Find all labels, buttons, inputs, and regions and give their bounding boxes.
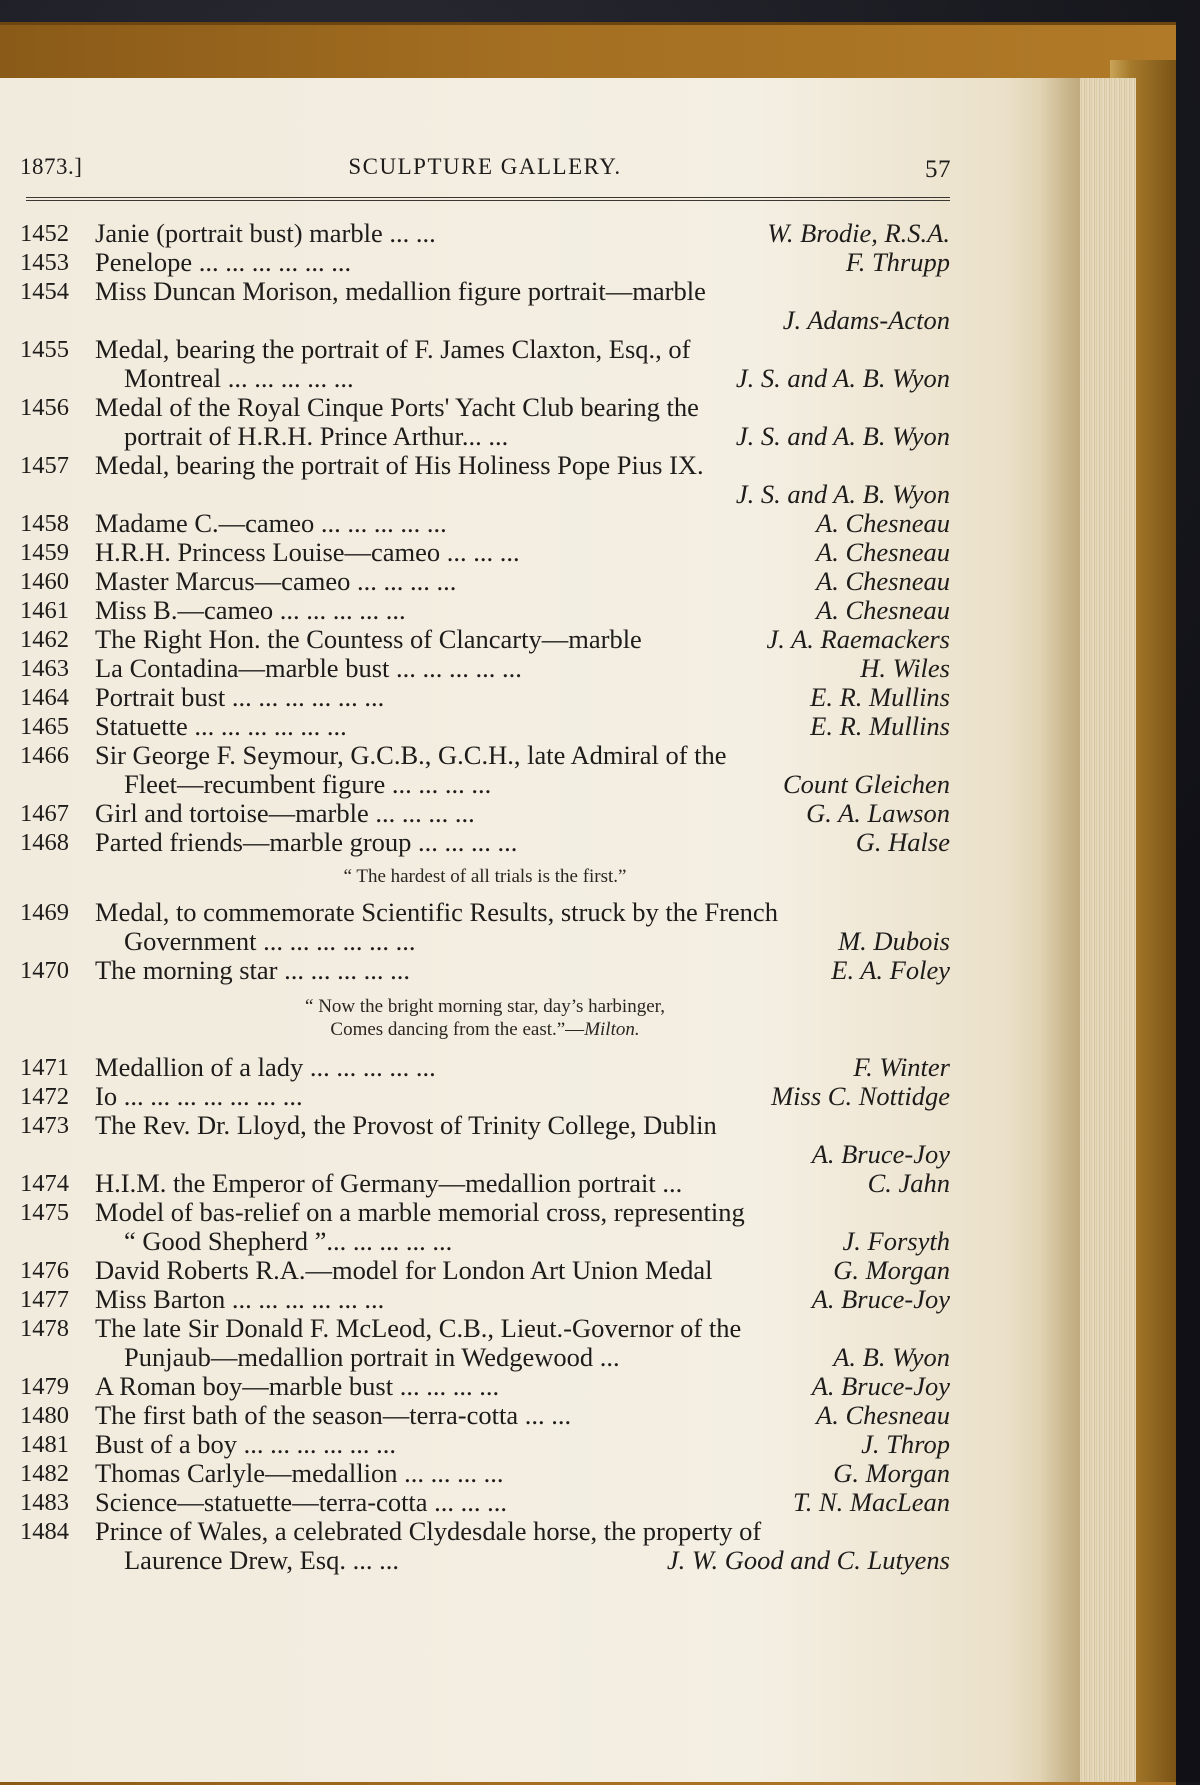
catalogue-entry [20,683,950,712]
entry-description: Medal, to commemorate Scientific Results, struck by the French [95,897,778,927]
entry-line [20,538,950,567]
entry-artist: G. A. Lawson [806,798,950,828]
entry-line [20,1430,950,1459]
entry-number: 1452 [20,220,69,247]
entry-line [20,1256,950,1285]
entry-description: H.R.H. Princess Louise—cameo ... ... ... [95,537,520,567]
entry-line [20,509,950,538]
entry-description: Science—statuette—terra-cotta ... ... ... [95,1487,508,1517]
entry-line [20,898,950,927]
catalogue-entry [20,1517,950,1575]
entry-description: Medal, bearing the portrait of His Holiness Pope Pius IX. [95,450,704,480]
catalogue-entry [20,277,950,335]
entry-artist: Miss C. Nottidge [771,1081,950,1111]
entry-line [20,1517,950,1546]
entry-line [20,277,950,306]
entry-description: Miss Duncan Morison, medallion figure portrait—marble [95,276,706,306]
entry-line [20,1111,950,1140]
catalogue-entry [20,451,950,509]
catalogue-entry [20,1198,950,1256]
entry-line [20,625,950,654]
entry-line [20,480,950,509]
catalogue-entry [20,1430,950,1459]
entry-description: H.I.M. the Emperor of Germany—medallion portrait ... [95,1168,683,1198]
entry-line [20,1285,950,1314]
entry-artist: J. Adams-Acton [782,305,950,335]
catalogue-entry [20,509,950,538]
entry-artist: E. R. Mullins [810,711,950,741]
entry-number: 1484 [20,1518,69,1545]
entry-number: 1464 [20,684,69,711]
entry-line [20,1546,950,1575]
entry-description: Miss B.—cameo ... ... ... ... ... [95,595,406,625]
entry-number: 1478 [20,1315,69,1342]
entry-artist: G. Morgan [833,1458,950,1488]
entry-line [20,1053,950,1082]
entry-line [20,1169,950,1198]
entry-description: “ Good Shepherd ”... ... ... ... ... [124,1226,453,1256]
catalogue-entry [20,1053,950,1082]
entry-description: Penelope ... ... ... ... ... ... [95,247,352,277]
entry-description: The Rev. Dr. Lloyd, the Provost of Trinity College, Dublin [95,1110,717,1140]
catalogue-entry [20,828,950,857]
entry-artist: J. S. and A. B. Wyon [735,479,950,509]
catalogue-entry [20,799,950,828]
catalogue-entry [20,596,950,625]
entry-artist: J. Throp [861,1429,950,1459]
entry-line [20,1488,950,1517]
entry-number: 1463 [20,655,69,682]
entry-number: 1458 [20,510,69,537]
entry-artist: A. Chesneau [816,537,950,567]
entry-description: Fleet—recumbent figure ... ... ... ... [124,769,492,799]
catalogue-entry [20,1082,950,1111]
entry-description: The first bath of the season—terra-cotta ... ... [95,1400,572,1430]
entry-line [20,393,950,422]
entry-description: Io ... ... ... ... ... ... ... [95,1081,303,1111]
catalogue-list [20,219,950,1575]
catalogue-entry [20,567,950,596]
entry-description: A Roman boy—marble bust ... ... ... ... [95,1371,500,1401]
entry-number: 1454 [20,278,69,305]
epigraph-quote: “ The hardest of all trials is the first.” [343,866,627,887]
entry-description: Bust of a boy ... ... ... ... ... ... [95,1429,397,1459]
entry-artist: A. B. Wyon [833,1342,950,1372]
entry-artist: F. Thrupp [845,247,950,277]
entry-artist: T. N. MacLean [792,1487,950,1517]
entry-description: La Contadina—marble bust ... ... ... ... ... [95,653,522,683]
entry-number: 1481 [20,1431,69,1458]
entry-number: 1457 [20,452,69,479]
catalogue-entry [20,625,950,654]
catalogue-entry [20,1169,950,1198]
entry-line [20,306,950,335]
quote-line [20,1018,950,1041]
catalogue-entry [20,393,950,451]
entry-number: 1483 [20,1489,69,1516]
entry-number: 1453 [20,249,69,276]
entry-line [20,1198,950,1227]
entry-line [20,1343,950,1372]
entry-description: The Right Hon. the Countess of Clancarty—marble [95,624,642,654]
entry-line [20,1314,950,1343]
header-year: 1873.] [20,154,83,179]
entry-number: 1477 [20,1286,69,1313]
running-header [20,140,950,184]
catalogue-entry [20,1488,950,1517]
entry-number: 1480 [20,1402,69,1429]
catalogue-entry [20,1459,950,1488]
entry-description: The late Sir Donald F. McLeod, C.B., Lieut.-Governor of the [95,1313,742,1343]
entry-number: 1471 [20,1054,69,1081]
entry-description: Laurence Drew, Esq. ... ... [124,1545,399,1575]
entry-number: 1468 [20,829,69,856]
entry-line [20,567,950,596]
catalogue-entry [20,1256,950,1285]
entry-line [20,654,950,683]
entry-line [20,364,950,393]
entry-number: 1473 [20,1112,69,1139]
page-number: 57 [925,156,951,183]
entry-number: 1461 [20,597,69,624]
entry-number: 1466 [20,742,69,769]
entry-line [20,1372,950,1401]
catalogue-entry [20,741,950,799]
header-title: SCULPTURE GALLERY. [348,154,622,179]
entry-number: 1459 [20,539,69,566]
entry-line [20,1459,950,1488]
entry-line [20,596,950,625]
entry-number: 1469 [20,899,69,926]
entry-line [20,422,950,451]
entry-description: Master Marcus—cameo ... ... ... ... [95,566,457,596]
entry-description: Model of bas-relief on a marble memorial cross, representing [95,1197,745,1227]
entry-line [20,1140,950,1169]
entry-description: Girl and tortoise—marble ... ... ... ... [95,798,475,828]
catalogue-entry [20,1285,950,1314]
entry-description: Portrait bust ... ... ... ... ... ... [95,682,385,712]
entry-description: Miss Barton ... ... ... ... ... ... [95,1284,385,1314]
entry-line [20,799,950,828]
entry-description: portrait of H.R.H. Prince Arthur... ... [124,421,509,451]
quote-author: Milton. [584,1019,640,1040]
entry-artist: J. W. Good and C. Lutyens [666,1545,950,1575]
catalogue-entry [20,654,950,683]
entry-number: 1479 [20,1373,69,1400]
entry-line [20,741,950,770]
entry-artist: A. Chesneau [816,1400,950,1430]
entry-description: Medal, bearing the portrait of F. James Claxton, Esq., of [95,334,691,364]
entry-number: 1462 [20,626,69,653]
entry-line [20,1227,950,1256]
entry-description: Government ... ... ... ... ... ... [124,926,416,956]
entry-description: Punjaub—medallion portrait in Wedgewood ... [124,1342,620,1372]
entry-number: 1474 [20,1170,69,1197]
entry-description: Parted friends—marble group ... ... ... ... [95,827,518,857]
entry-line [20,1082,950,1111]
entry-description: Medal of the Royal Cinque Ports' Yacht Club bearing the [95,392,699,422]
entry-description: Thomas Carlyle—medallion ... ... ... ... [95,1458,504,1488]
entry-artist: A. Chesneau [816,508,950,538]
catalogue-entry [20,248,950,277]
entry-description: The morning star ... ... ... ... ... [95,955,411,985]
entry-line [20,770,950,799]
entry-artist: A. Chesneau [816,566,950,596]
entry-number: 1455 [20,336,69,363]
entry-artist: J. S. and A. B. Wyon [735,421,950,451]
entry-line [20,956,950,985]
entry-line [20,1401,950,1430]
catalogue-entry [20,1111,950,1169]
entry-number: 1465 [20,713,69,740]
entry-description: Montreal ... ... ... ... ... [124,363,354,393]
entry-artist: M. Dubois [838,926,950,956]
catalogue-entry [20,1314,950,1372]
entry-number: 1460 [20,568,69,595]
page-content [20,140,950,1575]
entry-artist: J. Forsyth [842,1226,950,1256]
entry-line [20,683,950,712]
entry-number: 1456 [20,394,69,421]
entry-artist: Count Gleichen [782,769,950,799]
entry-artist: C. Jahn [867,1168,950,1198]
entry-artist: G. Halse [855,827,950,857]
entry-number: 1470 [20,957,69,984]
entry-description: Madame C.—cameo ... ... ... ... ... [95,508,447,538]
catalogue-entry [20,219,950,248]
page-shadow [1040,78,1080,1782]
entry-artist: W. Brodie, R.S.A. [767,218,950,248]
entry-line [20,248,950,277]
entry-artist: G. Morgan [833,1255,950,1285]
entry-artist: E. R. Mullins [810,682,950,712]
entry-line [20,828,950,857]
entry-artist: F. Winter [853,1052,950,1082]
entry-number: 1472 [20,1083,69,1110]
entry-number: 1482 [20,1460,69,1487]
entry-number: 1475 [20,1199,69,1226]
entry-artist: A. Chesneau [816,595,950,625]
entry-description: David Roberts R.A.—model for London Art Union Medal [95,1255,713,1285]
entry-artist: A. Bruce-Joy [811,1284,950,1314]
catalogue-entry [20,956,950,985]
entry-line [20,927,950,956]
entry-artist: E. A. Foley [831,955,950,985]
entry-line [20,451,950,480]
entry-description: Statuette ... ... ... ... ... ... [95,711,347,741]
catalogue-entry [20,712,950,741]
catalogue-entry [20,898,950,956]
entry-line [20,712,950,741]
entry-number: 1467 [20,800,69,827]
catalogue-entry [20,335,950,393]
entry-description: Sir George F. Seymour, G.C.B., G.C.H., late Admiral of the [95,740,727,770]
quote-line: “ Now the bright morning star, day’s harbinger, [305,996,665,1017]
catalogue-entry [20,1372,950,1401]
header-rule [26,197,950,201]
entry-number: 1476 [20,1257,69,1284]
entry-artist: H. Wiles [860,653,950,683]
entry-description: Medallion of a lady ... ... ... ... ... [95,1052,436,1082]
entry-artist: J. S. and A. B. Wyon [735,363,950,393]
catalogue-entry [20,538,950,567]
entry-artist: A. Bruce-Joy [811,1139,950,1169]
entry-description: Prince of Wales, a celebrated Clydesdale horse, the property of [95,1516,762,1546]
quote-text: Comes dancing from the east.”— [330,1019,585,1040]
catalogue-entry [20,1401,950,1430]
entry-artist: J. A. Raemackers [766,624,950,654]
entry-line [20,219,950,248]
entry-artist: A. Bruce-Joy [811,1371,950,1401]
epigraph-quote [20,985,950,1053]
entry-line [20,335,950,364]
entry-description: Janie (portrait bust) marble ... ... [95,218,436,248]
